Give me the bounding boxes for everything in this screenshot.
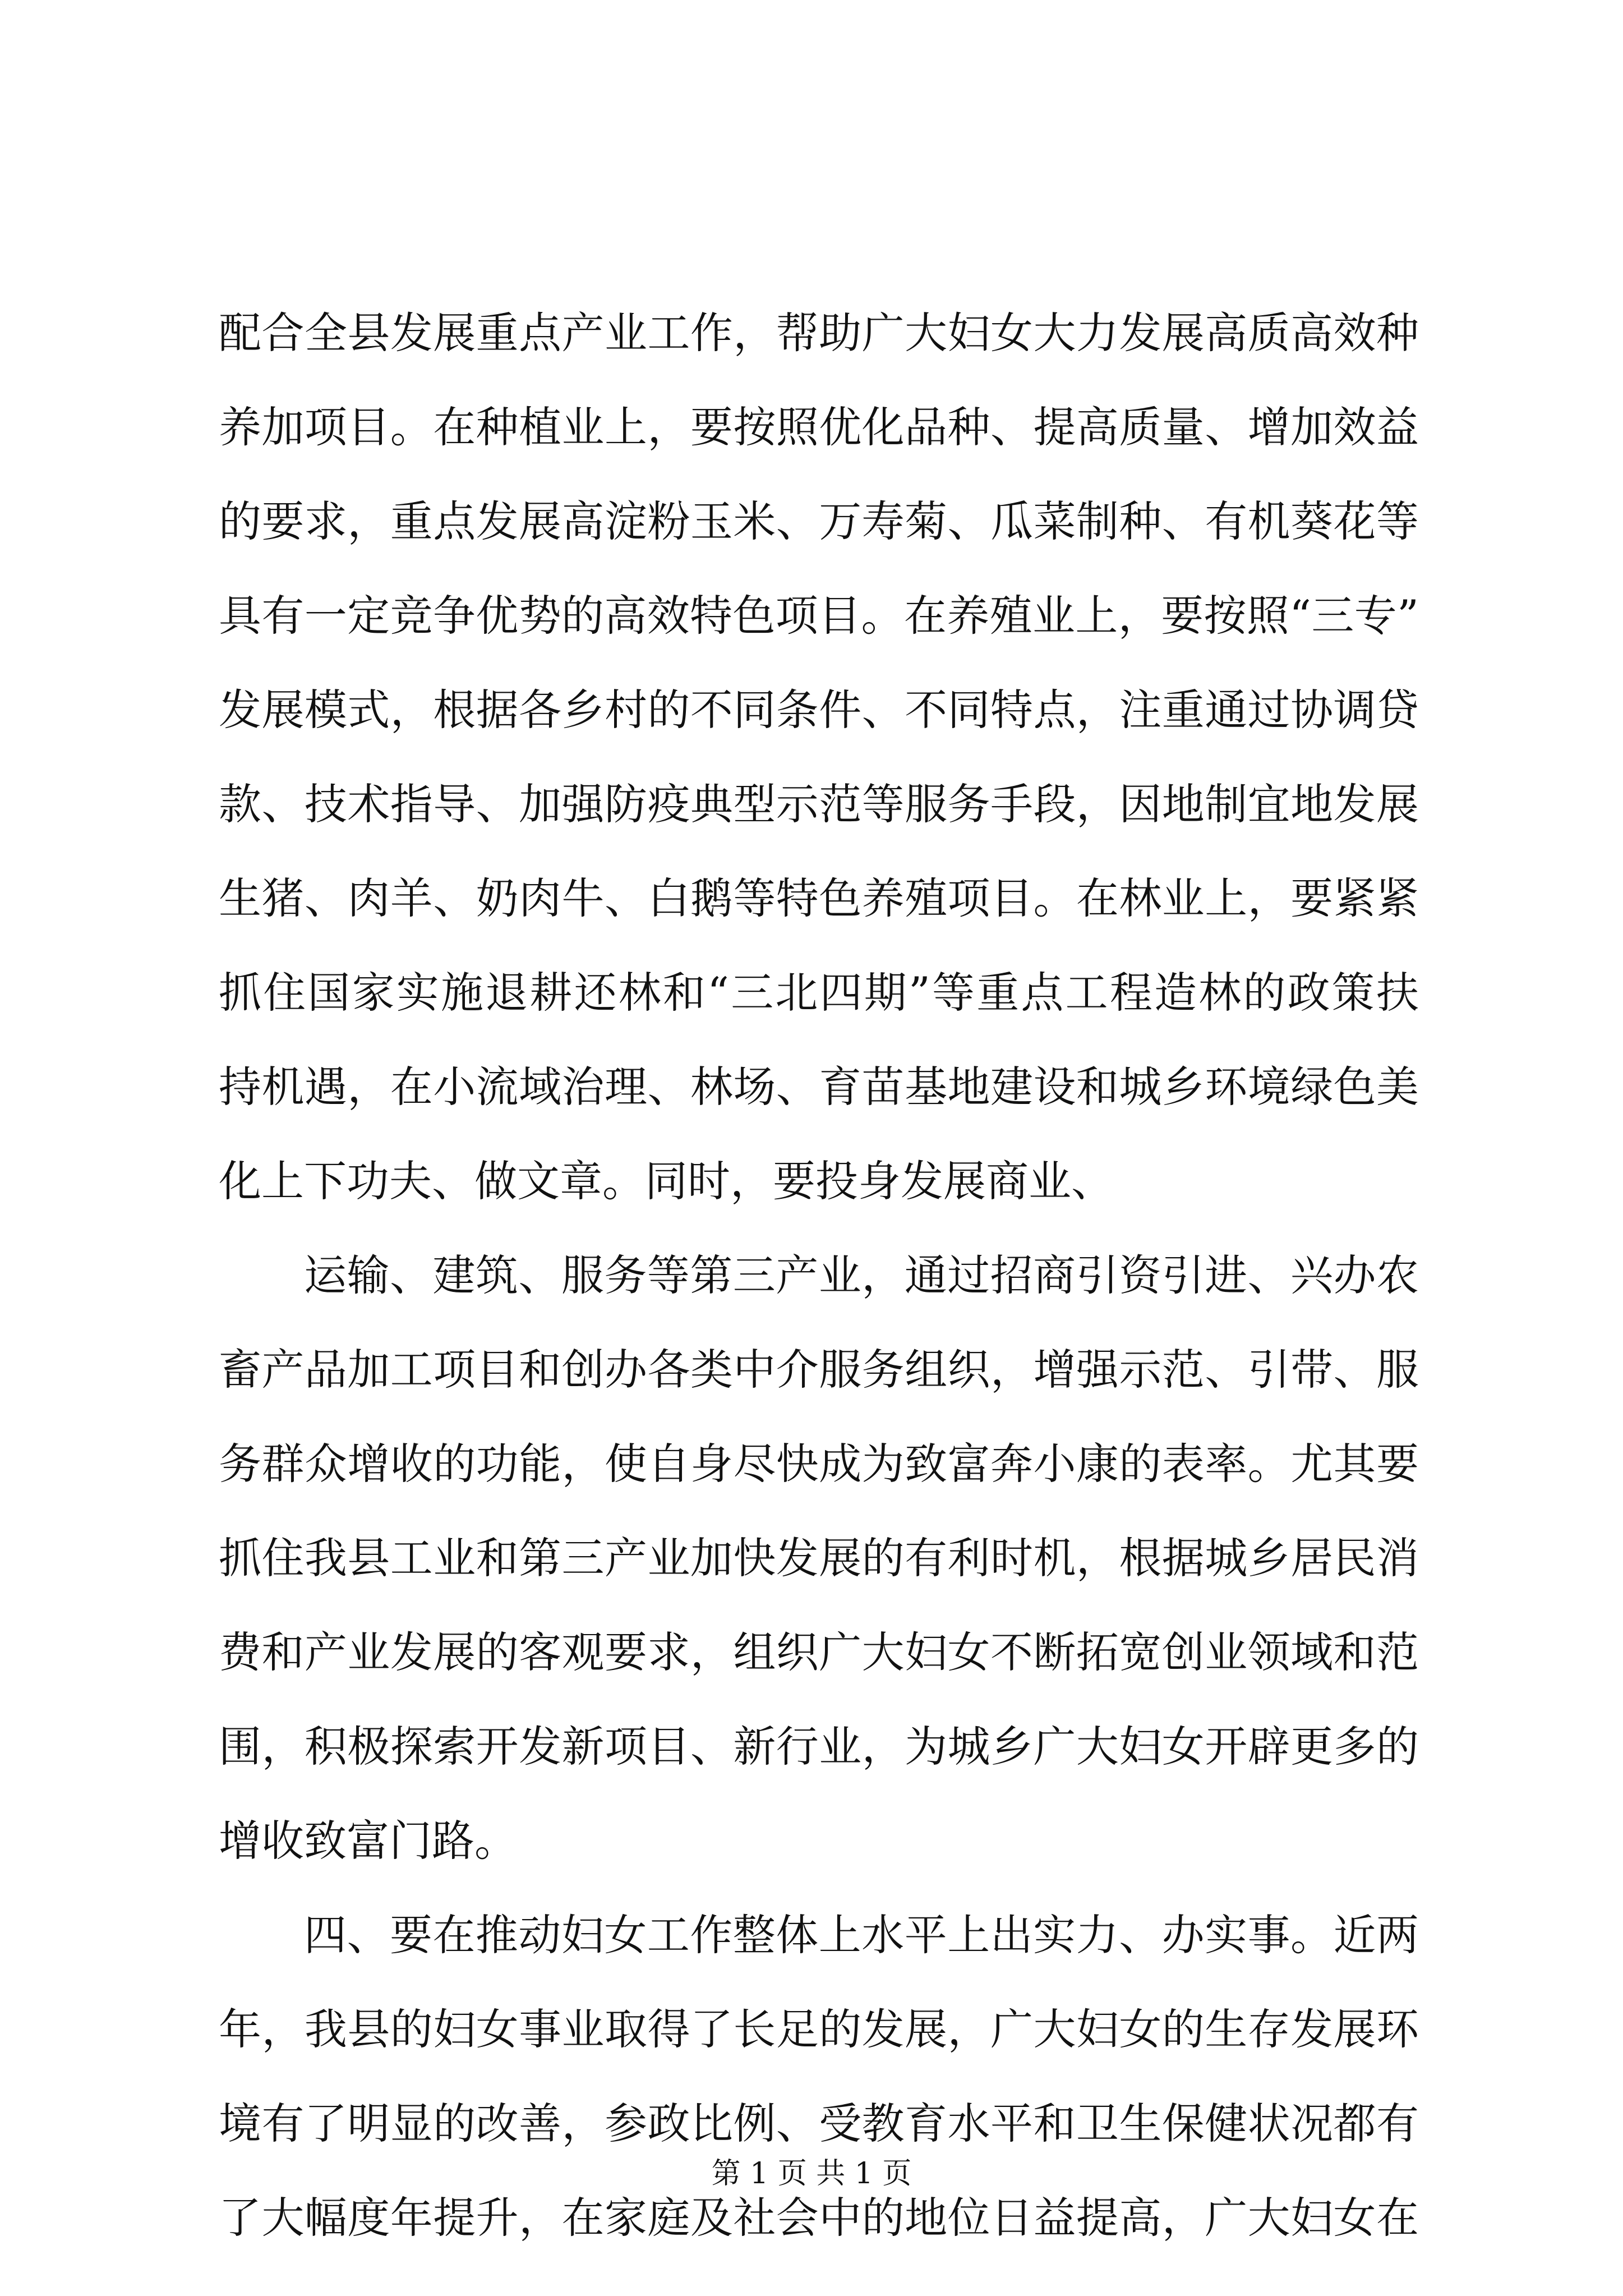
- text-line: 发展模式，根据各乡村的不同条件、不同特点，注重通过协调贷: [219, 685, 1419, 735]
- text-line: 具有一定竞争优势的高效特色项目。在养殖业上，要按照“三专”: [219, 591, 1419, 641]
- page-footer: 第 1 页 共 1 页: [711, 2157, 912, 2191]
- text-line: 运输、建筑、服务等第三产业，通过招商引资引进、兴办农: [304, 1250, 1419, 1300]
- text-line: 务群众增收的功能，使自身尽快成为致富奔小康的表率。尤其要: [219, 1439, 1419, 1489]
- text-line: 的要求，重点发展高淀粉玉米、万寿菊、瓜菜制种、有机葵花等: [219, 496, 1419, 546]
- text-line: 化上下功夫、做文章。同时，要投身发展商业、: [219, 1156, 1114, 1206]
- text-line: 抓住国家实施退耕还林和“三北四期”等重点工程造林的政策扶: [219, 968, 1419, 1018]
- text-line: 持机遇，在小流域治理、林场、育苗基地建设和城乡环境绿色美: [219, 1062, 1419, 1112]
- text-line: 了大幅度年提升，在家庭及社会中的地位日益提高，广大妇女在: [219, 2193, 1419, 2243]
- text-line: 生猪、肉羊、奶肉牛、白鹅等特色养殖项目。在林业上，要紧紧: [219, 873, 1419, 923]
- text-line: 围，积极探索开发新项目、新行业，为城乡广大妇女开辟更多的: [219, 1722, 1419, 1772]
- text-line: 四、要在推动妇女工作整体上水平上出实力、办实事。近两: [304, 1910, 1419, 1960]
- text-line: 增收致富门路。: [219, 1816, 517, 1866]
- document-body: [219, 286, 1419, 2265]
- text-line: 款、技术指导、加强防疫典型示范等服务手段，因地制宜地发展: [219, 779, 1419, 829]
- text-line: 畜产品加工项目和创办各类中介服务组织，增强示范、引带、服: [219, 1345, 1419, 1395]
- text-line: 抓住我县工业和第三产业加快发展的有利时机，根据城乡居民消: [219, 1533, 1419, 1583]
- text-line: 年，我县的妇女事业取得了长足的发展，广大妇女的生存发展环: [219, 2004, 1419, 2054]
- text-line: 费和产业发展的客观要求，组织广大妇女不断拓宽创业领域和范: [219, 1627, 1419, 1677]
- text-line: 境有了明显的改善，参政比例、受教育水平和卫生保健状况都有: [219, 2099, 1419, 2148]
- text-line: 养加项目。在种植业上，要按照优化品种、提高质量、增加效益: [219, 402, 1419, 452]
- text-line: 配合全县发展重点产业工作，帮助广大妇女大力发展高质高效种: [219, 308, 1419, 358]
